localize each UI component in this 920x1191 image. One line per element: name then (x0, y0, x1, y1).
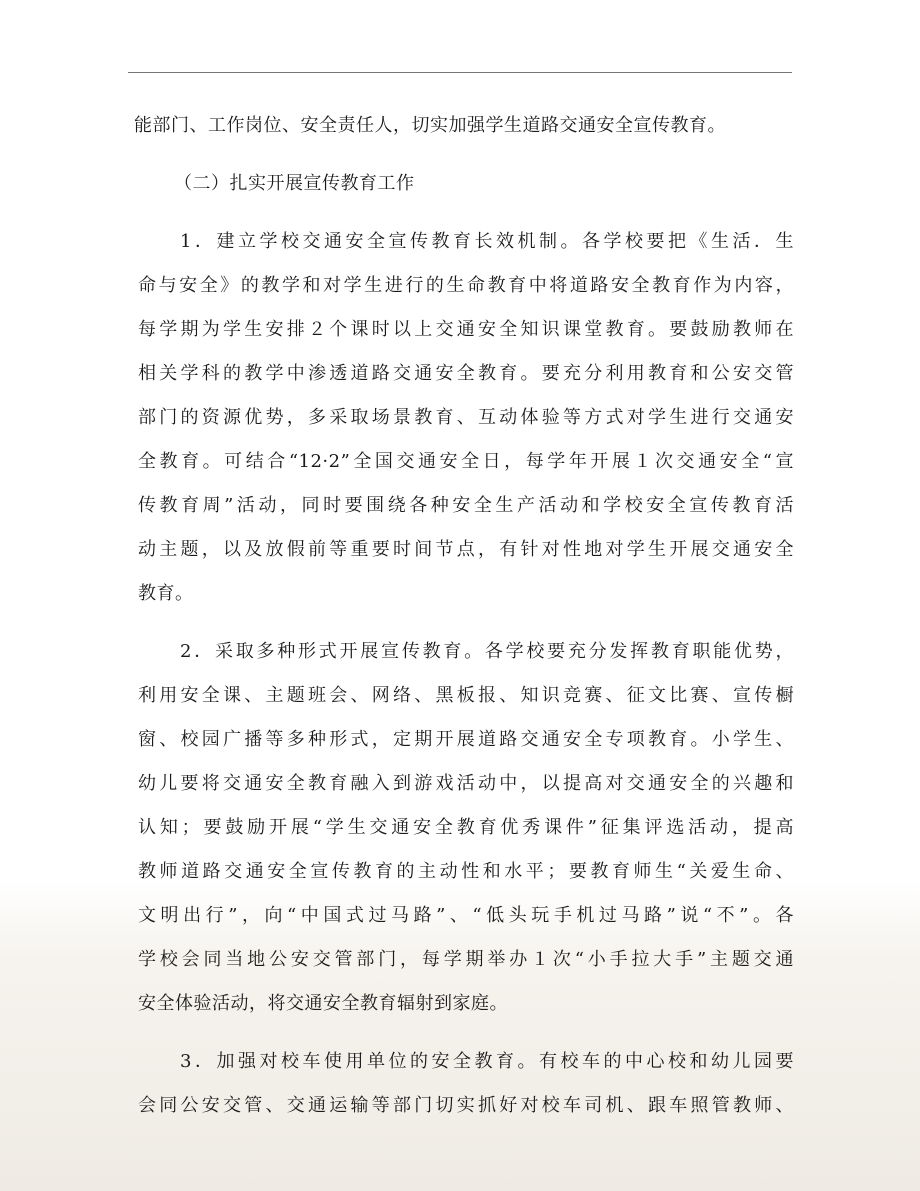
text-line: 相关学科的教学中渗透道路交通安全教育。要充分利用教育和公安交管 (138, 363, 794, 384)
text-line: 2．采取多种形式开展宣传教育。各学校要充分发挥教育职能优势， (180, 641, 794, 662)
text-line: 部门的资源优势，多采取场景教育、互动体验等方式对学生进行交通安 (138, 407, 794, 428)
text-line: 利用安全课、主题班会、网络、黑板报、知识竞赛、征文比赛、宣传橱 (138, 685, 794, 706)
text-line: 学校会同当地公安交管部门，每学期举办１次“小手拉大手”主题交通 (138, 949, 794, 970)
text-line: 会同公安交管、交通运输等部门切实抓好对校车司机、跟车照管教师、 (138, 1095, 794, 1116)
text-line: 文明出行”，向“中国式过马路”、“低头玩手机过马路”说“不”。各 (138, 905, 794, 926)
header-rule (128, 72, 792, 73)
document-body (134, 104, 794, 1128)
paragraph-1 (138, 220, 794, 616)
text-line: 幼儿要将交通安全教育融入到游戏活动中，以提高对交通安全的兴趣和 (138, 773, 794, 794)
text-line: 教师道路交通安全宣传教育的主动性和水平；要教育师生“关爱生命、 (138, 861, 794, 882)
text-line: 窗、校园广播等多种形式，定期开展道路交通安全专项教育。小学生、 (138, 729, 794, 750)
section-heading: （二）扎实开展宣传教育工作 (174, 173, 415, 194)
text-line: 能部门、工作岗位、安全责任人，切实加强学生道路交通安全宣传教育。 (134, 115, 726, 136)
text-line: 每学期为学生安排２个课时以上交通安全知识课堂教育。要鼓励教师在 (138, 319, 794, 340)
text-line: 3．加强对校车使用单位的安全教育。有校车的中心校和幼儿园要 (180, 1051, 794, 1072)
text-line: 全教育。可结合“12·2”全国交通安全日，每学年开展１次交通安全“宣 (138, 451, 794, 472)
text-line: 安全体验活动，将交通安全教育辐射到家庭。 (138, 993, 508, 1014)
text-line: 传教育周”活动，同时要围绕各种安全生产活动和学校安全宣传教育活 (138, 495, 794, 516)
paragraph-3 (138, 1040, 794, 1128)
text-line: 教育。 (138, 583, 194, 604)
text-line: 认知；要鼓励开展“学生交通安全教育优秀课件”征集评选活动，提高 (138, 817, 794, 838)
text-line: 动主题，以及放假前等重要时间节点，有针对性地对学生开展交通安全 (138, 539, 794, 560)
text-line: 命与安全》的教学和对学生进行的生命教育中将道路安全教育作为内容， (138, 275, 794, 296)
text-line: 1．建立学校交通安全宣传教育长效机制。各学校要把《生活．生 (180, 231, 794, 252)
paragraph-2 (138, 630, 794, 1026)
